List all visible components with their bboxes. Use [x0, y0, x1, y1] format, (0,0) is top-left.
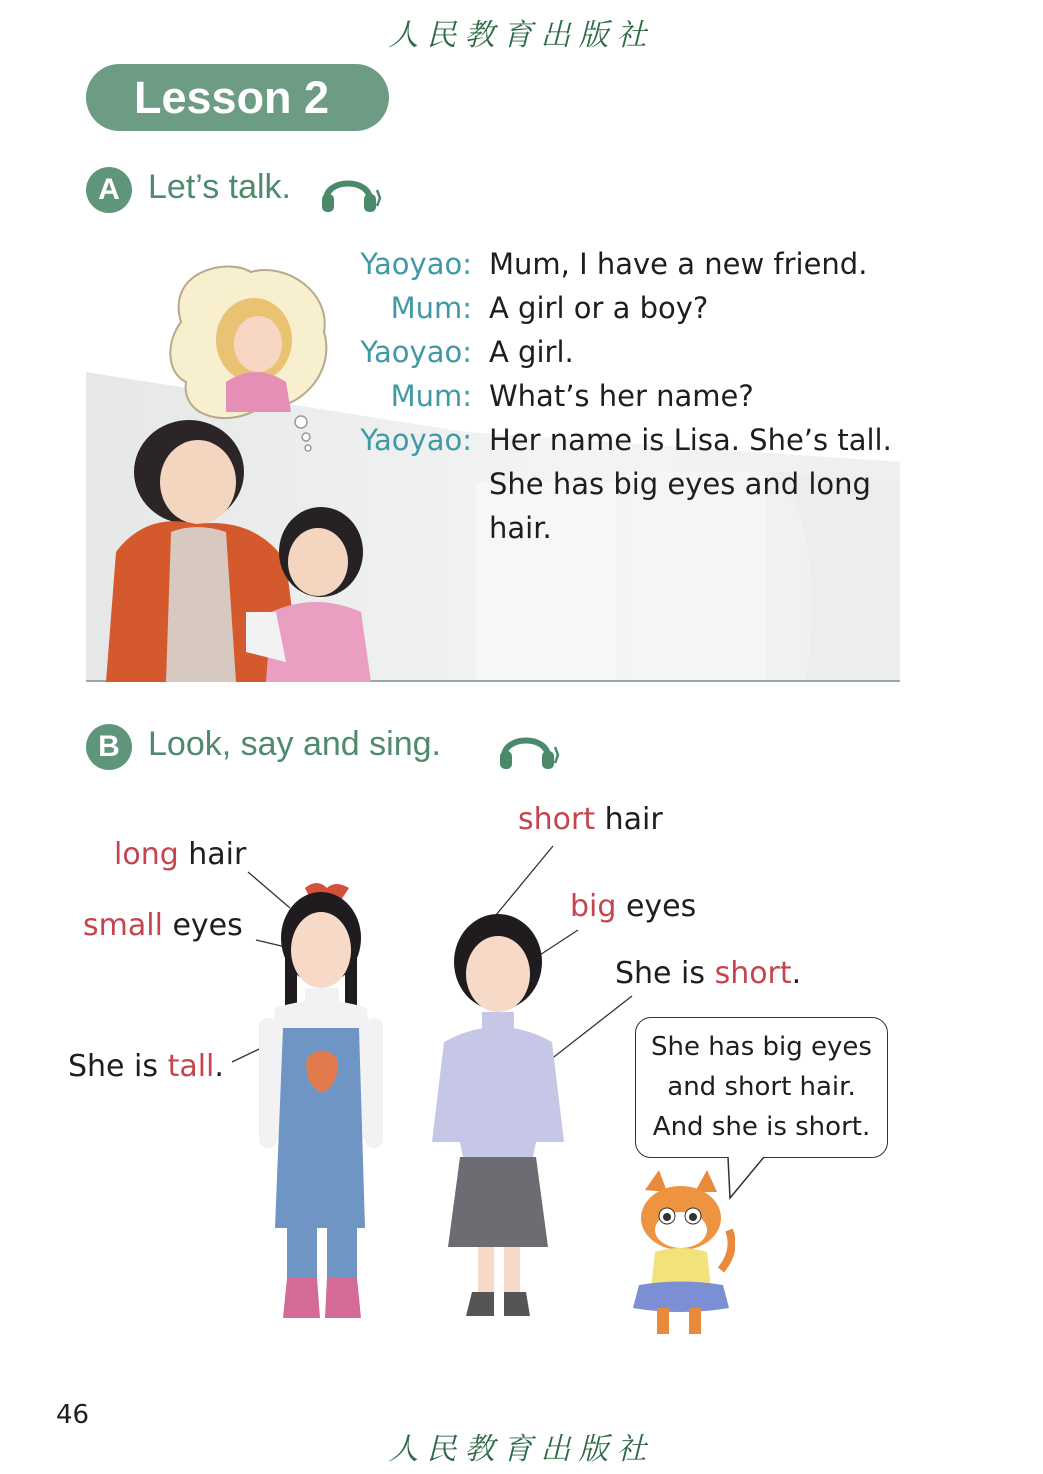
label-she-is-tall	[68, 1049, 224, 1085]
lesson-title: Lesson 2	[86, 64, 389, 131]
page-number: 46	[56, 1400, 90, 1430]
label-adjective: small	[83, 908, 163, 943]
speaker-label: Yaoyao:	[360, 247, 472, 281]
speech-line: and short hair.	[667, 1072, 856, 1102]
label-adjective: big	[570, 889, 617, 924]
dialogue-text: hair.	[489, 511, 552, 545]
short-girl-illustration	[432, 912, 564, 1320]
label-adjective: tall	[167, 1049, 215, 1084]
speech-bubble	[635, 1017, 888, 1158]
label-adjective: long	[114, 837, 179, 872]
label-prefix: She is	[68, 1049, 168, 1084]
section-b-title: Look, say and sing.	[148, 725, 441, 763]
label-she-is-short	[615, 956, 801, 992]
label-small-eyes	[83, 908, 243, 944]
section-a-title: Let’s talk.	[148, 168, 292, 206]
dialogue-text: She has big eyes and long	[489, 467, 871, 501]
label-suffix: .	[791, 956, 802, 991]
label-adjective: short	[518, 802, 596, 837]
section-a-badge: A	[86, 167, 132, 213]
speech-bubble-tail	[720, 1156, 770, 1200]
label-suffix: .	[214, 1049, 224, 1084]
speech-line: She has big eyes	[651, 1032, 872, 1062]
label-noun: eyes	[616, 889, 697, 924]
dialogue-text: What’s her name?	[489, 379, 754, 413]
dialogue-text: Her name is Lisa. She’s tall.	[489, 423, 892, 457]
label-adjective: short	[714, 956, 792, 991]
label-noun: hair	[178, 837, 247, 872]
tall-girl-illustration	[245, 878, 385, 1323]
label-short-hair	[518, 802, 663, 838]
speech-line: And she is short.	[652, 1112, 871, 1142]
dialogue-text: A girl.	[489, 335, 574, 369]
publisher-header: 人民教育出版社	[388, 18, 655, 53]
dialogue-text: A girl or a boy?	[489, 291, 709, 325]
label-noun: hair	[595, 802, 663, 837]
label-noun: eyes	[162, 908, 243, 943]
label-big-eyes	[570, 889, 696, 925]
speaker-label: Mum:	[390, 291, 472, 325]
publisher-footer: 人民教育出版社	[388, 1432, 655, 1467]
label-long-hair	[114, 837, 246, 873]
dialogue-text: Mum, I have a new friend.	[489, 247, 868, 281]
speaker-label: Mum:	[390, 379, 472, 413]
label-prefix: She is	[615, 956, 715, 991]
fox-mascot-illustration	[625, 1170, 735, 1345]
speaker-label: Yaoyao:	[360, 423, 472, 457]
section-b-badge: B	[86, 724, 132, 770]
speaker-label: Yaoyao:	[360, 335, 472, 369]
